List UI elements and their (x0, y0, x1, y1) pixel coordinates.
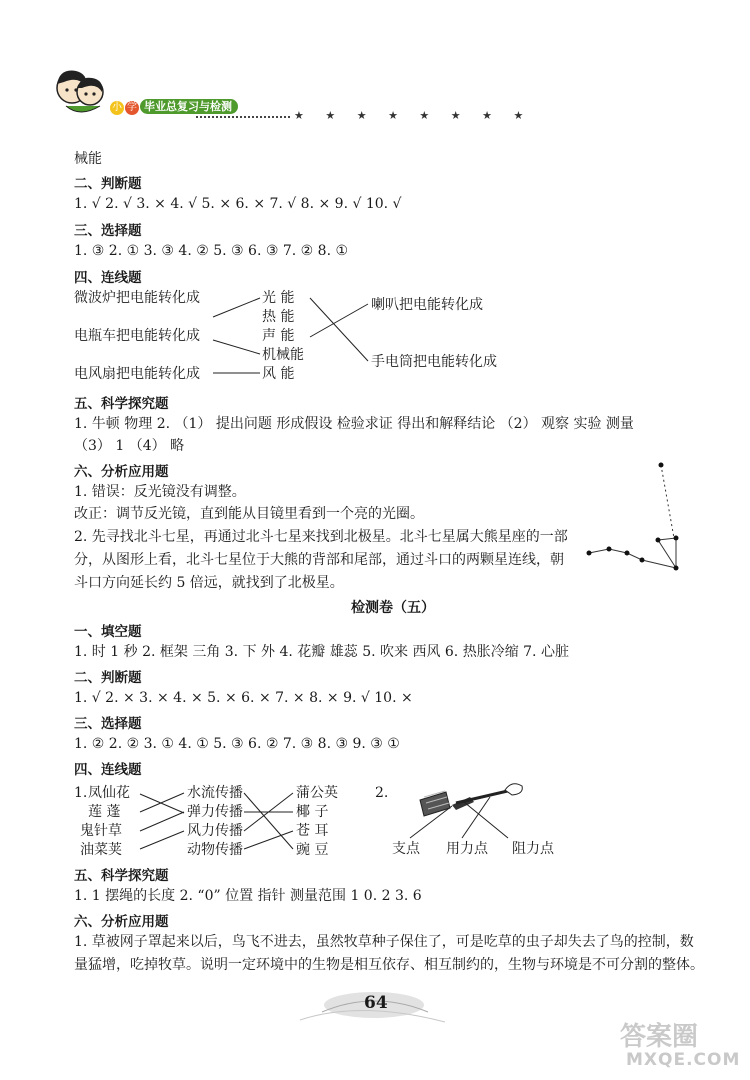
exam5-section-2-title: 二、判断题 (74, 670, 142, 686)
header-ball-2: 学 (127, 102, 137, 113)
section-4-title: 四、连线题 (74, 270, 142, 286)
exam5-matching-number-1: 1. (74, 785, 88, 801)
section-3-title: 三、选择题 (74, 223, 142, 239)
exam5-right-2: 椰 子 (296, 804, 329, 820)
page-number: 64 (364, 993, 388, 1013)
exam5-left-3: 鬼针草 (80, 823, 122, 839)
lever-fulcrum-label: 支点 (392, 841, 420, 857)
lever-effort-label: 用力点 (446, 841, 488, 857)
exam5-section-3-answers: 1. ② 2. ② 3. ① 4. ① 5. ③ 6. ② 7. ③ 8. ③ 9. ③ ① (74, 736, 400, 752)
section-6-line-3: 2. 先寻找北斗七星，再通过北斗七星来找到北极星。北斗七星属大熊星座的一部 (74, 529, 568, 545)
exam5-mid-2: 弹力传播 (187, 804, 243, 820)
exam5-mid-1: 水流传播 (187, 785, 243, 801)
matching-left-1: 微波炉把电能转化成 (74, 290, 200, 306)
section-2-answers: 1. √ 2. √ 3. × 4. √ 5. × 6. × 7. √ 8. × 9. √ 10. √ (74, 196, 402, 212)
section-6-line-2: 改正：调节反光镜，直到能从目镜里看到一个亮的光圈。 (74, 506, 424, 522)
section-6-line-5: 斗口方向延长约 5 倍远，就找到了北极星。 (74, 575, 344, 591)
section-3-answers: 1. ③ 2. ① 3. ③ 4. ② 5. ③ 6. ③ 7. ② 8. ① (74, 243, 349, 259)
section-6-line-1: 1. 错误：反光镜没有调整。 (74, 484, 246, 500)
carry-over-text: 械能 (74, 151, 102, 167)
exam5-right-1: 蒲公英 (296, 785, 338, 801)
exam5-section-3-title: 三、选择题 (74, 716, 142, 732)
section-6-title: 六、分析应用题 (74, 464, 169, 480)
exam-5-title: 检测卷（五） (351, 600, 435, 616)
exam5-left-4: 油菜荚 (80, 842, 122, 858)
exam5-section-6-title: 六、分析应用题 (74, 914, 169, 930)
exam5-section-6-line-1: 1. 草被网子罩起来以后，鸟飞不进去，虽然牧草种子保住了，可是吃草的虫子却失去了鸟的控制，数 (74, 934, 694, 950)
exam5-right-3: 苍 耳 (296, 823, 329, 839)
exam5-section-5-title: 五、科学探究题 (74, 868, 169, 884)
header-stars: ★ ★ ★ ★ ★ ★ ★ ★ (294, 109, 533, 122)
matching-right-2: 手电筒把电能转化成 (371, 354, 497, 370)
exam5-section-5-answers: 1. 1 摆绳的长度 2. “0” 位置 指针 测量范围 1 0. 2 3. 6 (74, 888, 422, 904)
exam5-matching-number-2: 2. (375, 785, 389, 801)
exam5-section-2-answers: 1. √ 2. × 3. × 4. × 5. × 6. × 7. × 8. × 9. √ 10. × (74, 690, 413, 706)
section-6-line-4: 分，从图形上看，北斗七星位于大熊的背部和尾部，通过斗口的两颗星连线，朝 (74, 552, 564, 568)
watermark-logo: 答案圈 (620, 1022, 699, 1052)
watermark-url: MXQE.COM (626, 1050, 741, 1070)
lever-load-label: 阻力点 (512, 841, 554, 857)
section-5-line-2: （3） 1 （4） 略 (74, 438, 185, 454)
exam5-mid-4: 动物传播 (187, 842, 243, 858)
matching-mid-5: 风 能 (262, 366, 295, 382)
exam5-section-6-line-2: 量猛增，吃掉牧草。说明一定环境中的生物是相互依存、相互制约的，生物与环境是不可分割的整体。 (74, 957, 704, 973)
matching-mid-4: 机械能 (262, 347, 304, 363)
matching-left-2: 电瓶车把电能转化成 (74, 328, 200, 344)
matching-mid-1: 光 能 (262, 290, 295, 306)
exam5-right-4: 豌 豆 (296, 842, 329, 858)
exam5-section-1-answers: 1. 时 1 秒 2. 框架 三角 3. 下 外 4. 花瓣 雄蕊 5. 吹来 西风 6. 热胀冷缩 7. 心脏 (74, 644, 569, 660)
section-5-title: 五、科学探究题 (74, 396, 169, 412)
matching-mid-2: 热 能 (262, 309, 295, 325)
section-5-line-1: 1. 牛顿 物理 2. （1） 提出问题 形成假设 检验求证 得出和解释结论 （2） 观察 实验 测量 (74, 416, 634, 432)
exam5-mid-3: 风力传播 (187, 823, 243, 839)
exam5-left-2: 莲 蓬 (88, 804, 121, 820)
section-2-title: 二、判断题 (74, 176, 142, 192)
matching-mid-3: 声 能 (262, 328, 295, 344)
exam5-left-1: 凤仙花 (88, 785, 130, 801)
exam5-section-1-title: 一、填空题 (74, 624, 142, 640)
matching-left-3: 电风扇把电能转化成 (74, 366, 200, 382)
header-banner-text: 毕业总复习与检测 (140, 99, 238, 114)
exam5-section-4-title: 四、连线题 (74, 762, 142, 778)
header-ball-1: 小 (112, 102, 122, 113)
matching-right-1: 喇叭把电能转化成 (371, 297, 483, 313)
